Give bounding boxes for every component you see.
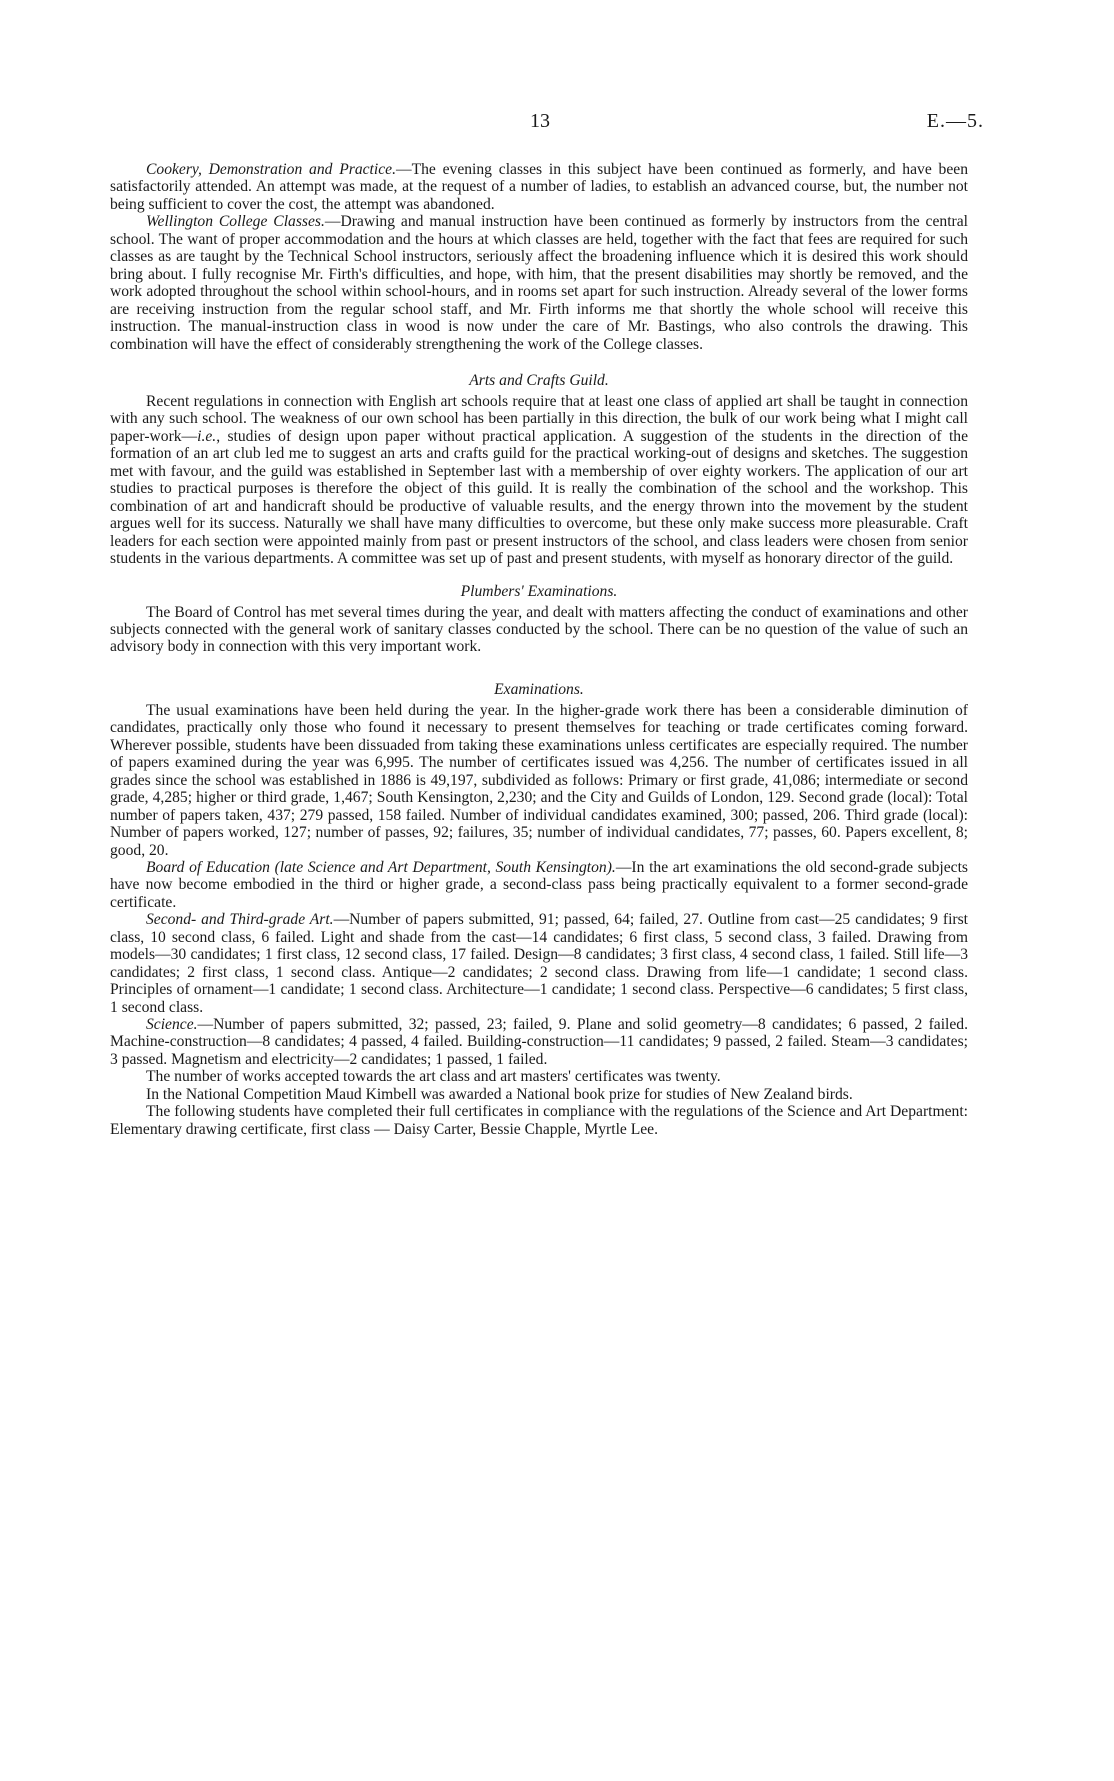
lead-board: Board of Education (late Science and Art Department, South Kensington).: [146, 858, 616, 876]
page-number: 13: [530, 110, 550, 132]
lead-cookery: Cookery, Demonstration and Practice.: [146, 161, 396, 178]
lead-wellington: Wellington College Classes.: [146, 213, 325, 231]
lead-second-third-grade: Second- and Third-grade Art.: [146, 911, 334, 929]
paragraph-arts-crafts: [110, 393, 968, 568]
heading-arts-crafts: Arts and Crafts Guild.: [469, 371, 609, 389]
text-wellington: —Drawing and manual instruction have been continued as formerly by instructors from the central school. The want of proper accommodation and the hours at which classes are held, together with the fact that fees are required for such classes as are taught by the Technical School instructors, seriously affect the broadening influence which it is desired this work should bring about. I fully recognise Mr. Firth's difficulties, and hope, with him, that the present disabilities may shortly be removed, and the work adopted throughout the school within school-hours, and in rooms set apart for such instruction. Already several of the lower forms are receiving instruction from the regular school staff, and Mr. Firth informs me that shortly the whole school will receive this instruction. The manual-instruction class in wood is now under the care of Mr. Bastings, who also controls the drawing. This combination will have the effect of considerably strengthening the work of the College classes.: [110, 213, 968, 353]
text-arts-crafts-a: Recent regulations in connection with English art schools require that at least one class of applied art shall be taught in connection with any such school. The weakness of our own school has been partially in this direction, the bulk of our work being what I might call paper-work—: [110, 392, 968, 445]
paragraph-second-third-grade: [110, 911, 968, 1016]
page-body: [110, 161, 968, 1138]
text-cookery: —The evening classes in this subject have been continued as formerly, and have been satisfactorily attended. An attempt was made, at the request of a number of ladies, to establish an advanced course, but, the number not being sufficient to cover the cost, the attempt was abandoned.: [110, 161, 968, 213]
text-science: —Number of papers submitted, 32; passed, 23; failed, 9. Plane and solid geometry—8 candidates; 6 passed, 2 failed. Machine-construction—8 candidates; 4 passed, 4 failed. Building-construction—11 candidates; 9 passed, 2 failed. Steam—3 candidates; 3 passed. Magnetism and electricity—2 candidates; 1 passed, 1 failed.: [110, 1016, 968, 1068]
paragraph-examinations: The usual examinations have been held during the year. In the higher-grade work there has been a considerable diminution of candidates, practically only those who found it necessary to present themselves for teaching or trade certificates coming forward. Wherever possible, students have been dissuaded from taking these examinations unless certificates are especially required. The number of papers examined during the year was 6,995. The number of certificates issued was 4,256. The number of certificates issued in all grades since the school was established in 1886 is 49,197, subdivided as follows: Primary or first grade, 41,086; intermediate or second grade, 4,285; higher or third grade, 1,467; South Kensington, 2,230; and the City and Guilds of London, 129. Second grade (local): Total number of papers taken, 437; 279 passed, 158 failed. Number of individual candidates examined, 300; passed, 206. Third grade (local): Number of papers worked, 127; number of passes, 92; failures, 35; number of individual candidates, 77; passes, 60. Papers excellent, 8; good, 20.: [110, 701, 968, 859]
text-arts-crafts-b: , studies of design upon paper without practical application. A suggestion of the students in the direction of the formation of an art club led me to suggest an arts and crafts guild for the practical working-out of designs and sketches. The suggestion met with favour, and the guild was established in September last with a membership of over eighty workers. The application of our art studies to practical purposes is therefore the object of this guild. It is really the combination of the school and the workshop. This combination of art and handicraft should be productive of valuable results, and the energy thrown into the movement by the student argues well for its success. Naturally we shall have many difficulties to overcome, but these only make success more pleasurable. Craft leaders for each section were appointed mainly from past or present instructors of the school, and class leaders were chosen from senior students in the various departments. A committee was set up of past and present students, with myself as honorary director of the guild.: [110, 427, 968, 568]
text-second-third-grade: —Number of papers submitted, 91; passed, 64; failed, 27. Outline from cast—25 candidates; 9 first class, 10 second class, 6 failed. Light and shade from the cast—14 candidates; 6 first class, 5 second class, 3 failed. Drawing from models—30 candidates; 1 first class, 12 second class, 17 failed. Design—8 candidates; 3 first class, 4 second class, 1 failed. Still life—3 candidates; 2 first class, 1 second class. Antique—2 candidates; 2 second class. Drawing from life—1 candidate; 1 second class. Principles of ornament—1 candidate; 1 second class. Architecture—1 candidate; 1 second class. Perspective—6 candidates; 5 first class, 1 second class.: [110, 911, 968, 1016]
paragraph-cookery: [110, 161, 968, 213]
text-board: —In the art examinations the old second-grade subjects have now become embodied in the third or higher grade, a second-class pass being practically equivalent to a former second-grade certificate.: [110, 858, 969, 911]
heading-examinations: Examinations.: [494, 680, 584, 698]
document-reference: E.—5.: [926, 110, 984, 132]
paragraph-students: The following students have completed their full certificates in compliance with the regulations of the Science and Art Department: Elementary drawing certificate, first class — Daisy Carter, Bessie Chapple, Myrtle Lee.: [110, 1103, 968, 1138]
paragraph-science: [110, 1016, 968, 1068]
paragraph-wellington: [110, 213, 968, 353]
paragraph-board: [110, 859, 968, 911]
lead-science: Science.: [146, 1016, 198, 1034]
paragraph-plumbers: The Board of Control has met several times during the year, and dealt with matters affecting the conduct of examinations and other subjects connected with the general work of sanitary classes conducted by the school. There can be no question of the value of such an advisory body in connection with this very important work.: [110, 603, 968, 656]
page-header: [0, 110, 1114, 140]
heading-plumbers: Plumbers' Examinations.: [460, 582, 618, 600]
paragraph-national-competition: In the National Competition Maud Kimbell was awarded a National book prize for studies of New Zealand birds.: [146, 1085, 853, 1103]
paragraph-works-accepted: The number of works accepted towards the art class and art masters' certificates was twenty.: [146, 1068, 721, 1086]
text-arts-crafts-ie: i.e.: [197, 427, 217, 445]
